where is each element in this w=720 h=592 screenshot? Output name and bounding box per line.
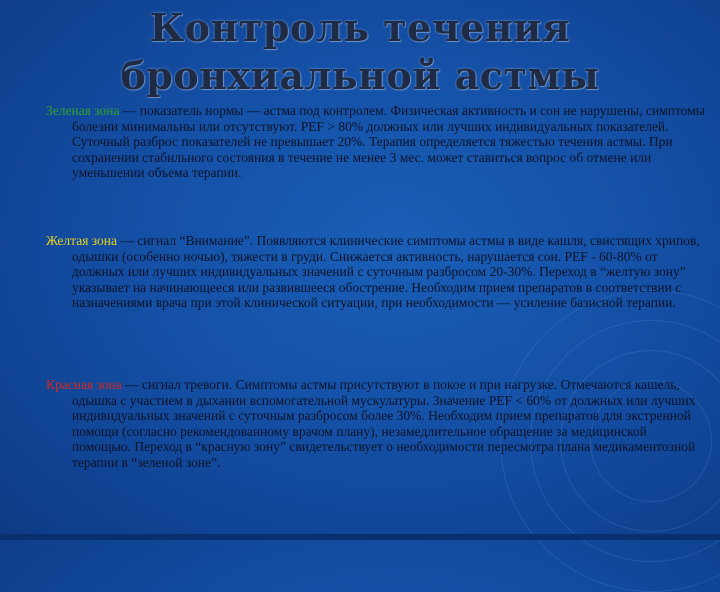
yellow-zone-label: Желтая зона	[46, 233, 118, 248]
yellow-zone-lead	[46, 233, 700, 310]
green-zone-paragraph	[46, 103, 706, 181]
red-zone-text: — сигнал тревоги. Симптомы астмы присутствуют в покое и при нагрузке. Отмечаются кашель, одышка с участием в дыхании вспомогательной мускулатуры. Значение PEF < 60% от должных или лучших индивидуальных значений с суточным разбросом более 30%. Необходим прием препаратов для экстренной помощи (согласно рекомендованному врачом плану), незамедлительное обращение за медицинской помощью. Переход в “красную зону” свидетельствует о необходимости пересмотра плана медикаментозной терапии в “зеленой зоне”.	[72, 377, 696, 470]
yellow-zone-paragraph	[46, 233, 706, 311]
green-zone-text: — показатель нормы — астма под контролем. Физическая активность и сон не нарушены, симптомы болезни минимальны или отсутствуют. PEF > 80% должных или лучших индивидуальных показателей. Суточный разброс показателей не превышает 20%. Терапия определяется тяжестью течения астмы. При сохранении стабильного состояния в течение не менее 3 мес. может ставиться вопрос об отмене или уменьшении объема терапии.	[72, 103, 705, 180]
red-zone-label: Красная зона	[46, 377, 122, 392]
slide-title	[0, 4, 720, 100]
yellow-zone-text: — сигнал “Внимание”. Появляются клинические симптомы астмы в виде кашля, свистящих хрипов, одышки (особенно ночью), тяжести в груди. Снижается активность, нарушается сон. PEF - 60-80% от должных или лучших индивидуальных значений с суточным разбросом 20-30%. Переход в “желтую зону” указывает на начинающееся или развившееся обострение. Необходим прием препаратов в соответствии с назначениями врача при этой клинической ситуации, при необходимости — усиление базисной терапии.	[72, 233, 700, 310]
green-zone-lead	[46, 103, 705, 180]
title-line-2: бронхиальной астмы	[120, 53, 600, 98]
title-line-1: Контроль течения	[149, 5, 571, 50]
bottom-bar	[0, 534, 720, 540]
red-zone-lead	[46, 377, 695, 470]
red-zone-paragraph	[46, 377, 706, 470]
green-zone-label: Зеленая зона	[46, 103, 120, 118]
